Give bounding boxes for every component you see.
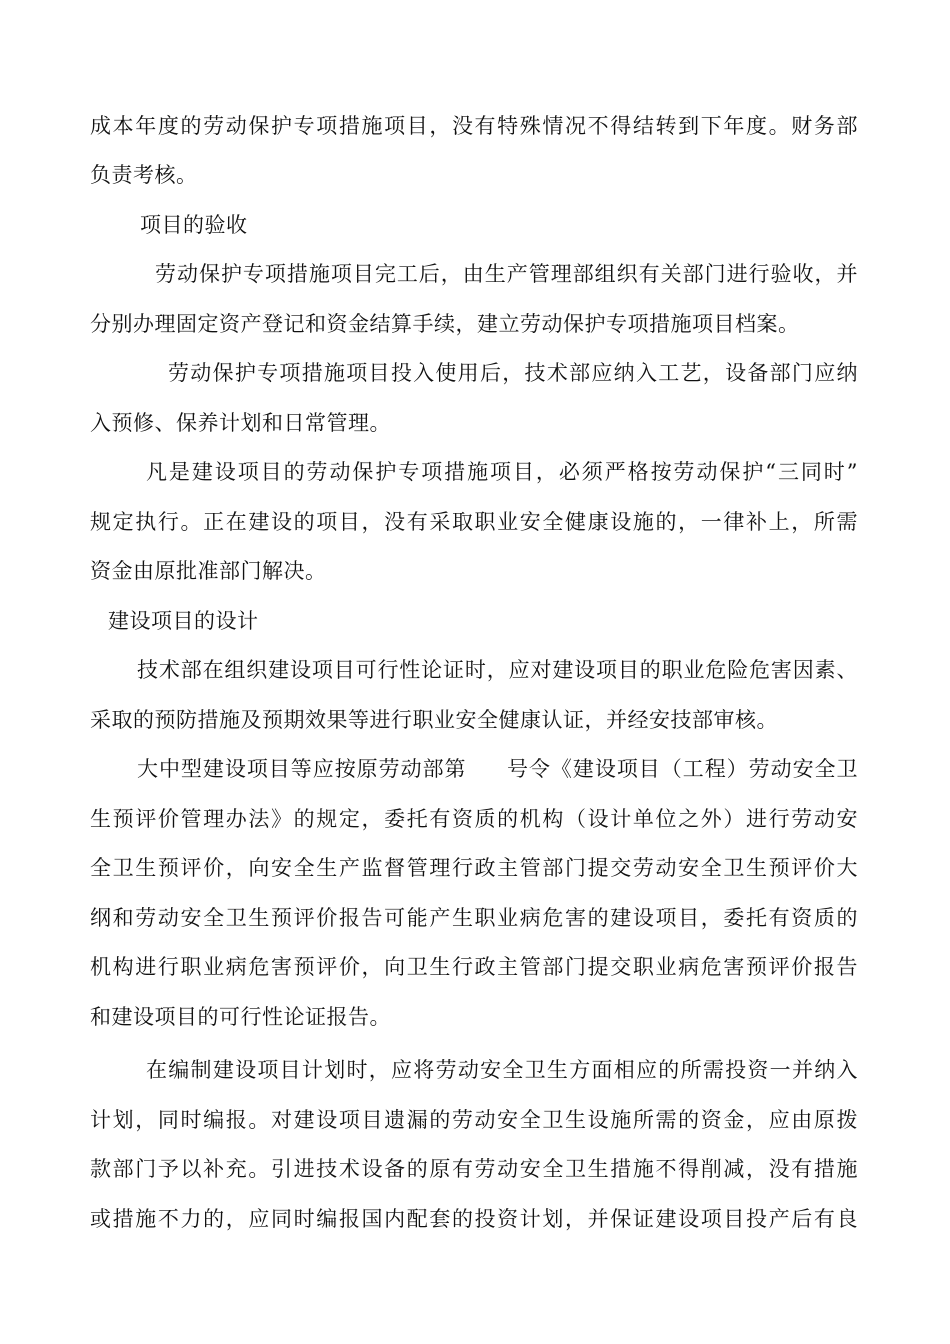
body-line: 劳动保护专项措施项目完工后，由生产管理部组织有关部门进行验收，并 bbox=[155, 262, 858, 286]
body-line: 纲和劳动安全卫生预评价报告可能产生职业病危害的建设项目，委托有资质的 bbox=[90, 906, 858, 930]
body-line: 入预修、保养计划和日常管理。 bbox=[90, 411, 391, 435]
section-heading: 建设项目的设计 bbox=[108, 609, 259, 633]
body-line: 全卫生预评价，向安全生产监督管理行政主管部门提交劳动安全卫生预评价大 bbox=[90, 856, 858, 880]
body-line: 资金由原批准部门解决。 bbox=[90, 559, 327, 583]
body-line: 在编制建设项目计划时，应将劳动安全卫生方面相应的所需投资一并纳入 bbox=[146, 1058, 858, 1082]
body-line: 机构进行职业病危害预评价，向卫生行政主管部门提交职业病危害预评价报告 bbox=[90, 955, 858, 979]
body-line: 技术部在组织建设项目可行性论证时，应对建设项目的职业危险危害因素、 bbox=[137, 658, 858, 682]
body-line: 成本年度的劳动保护专项措施项目，没有特殊情况不得结转到下年度。财务部 bbox=[90, 114, 858, 138]
body-line: 分别办理固定资产登记和资金结算手续，建立劳动保护专项措施项目档案。 bbox=[90, 312, 800, 336]
body-line: 凡是建设项目的劳动保护专项措施项目，必须严格按劳动保护“三同时” bbox=[146, 460, 858, 484]
body-line: 生预评价管理办法》的规定，委托有资质的机构（设计单位之外）进行劳动安 bbox=[90, 807, 858, 831]
body-line: 劳动保护专项措施项目投入使用后，技术部应纳入工艺，设备部门应纳 bbox=[168, 361, 858, 385]
body-line: 和建设项目的可行性论证报告。 bbox=[90, 1005, 391, 1029]
body-line bbox=[137, 754, 858, 784]
body-line: 计划，同时编报。对建设项目遗漏的劳动安全卫生设施所需的资金，应由原拨 bbox=[90, 1108, 858, 1132]
body-line: 或措施不力的，应同时编报国内配套的投资计划，并保证建设项目投产后有良 bbox=[90, 1207, 858, 1231]
body-line: 款部门予以补充。引进技术设备的原有劳动安全卫生措施不得削减，没有措施 bbox=[90, 1157, 858, 1181]
body-line: 采取的预防措施及预期效果等进行职业安全健康认证，并经安技部审核。 bbox=[90, 708, 778, 732]
body-line: 规定执行。正在建设的项目，没有采取职业安全健康设施的，一律补上，所需 bbox=[90, 510, 858, 534]
section-heading: 项目的验收 bbox=[140, 213, 248, 237]
body-line-part: 号令《建设项目（工程）劳动安全卫 bbox=[506, 757, 858, 781]
body-line-part: 大中型建设项目等应按原劳动部第 bbox=[137, 757, 467, 781]
body-line: 负责考核。 bbox=[90, 163, 198, 187]
